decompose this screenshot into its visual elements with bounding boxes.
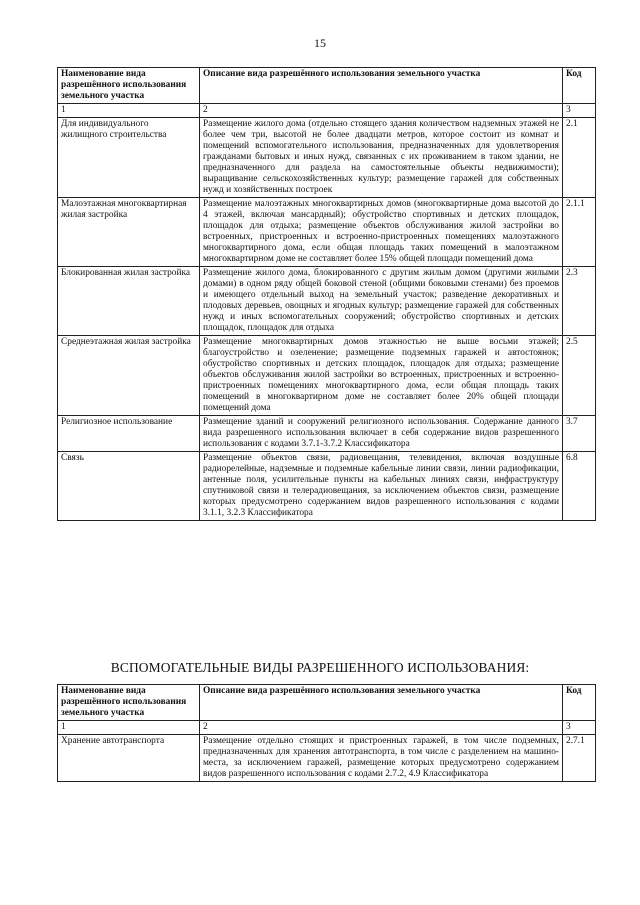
use-code: 2.1 xyxy=(563,118,596,198)
use-code: 2.1.1 xyxy=(563,198,596,267)
column-number-row xyxy=(58,721,596,735)
header-code: Код xyxy=(563,685,596,721)
table-row xyxy=(58,118,596,198)
use-code: 6.8 xyxy=(563,452,596,521)
use-description: Размещение малоэтажных многоквартирных домов (многоквартирные дома высотой до 4 этажей, включая мансардный); обустройство спортивных и детских площадок, площадок для отдыха; размещение объектов обслуживания жилой застройки во встроенных, пристроенных и встроенно-пристроенных помещениях малоэтажного многоквартирного дома, если общая площадь таких помещений в малоэтажном многоквартирном доме не составляет более 15% общей площади помещений дома xyxy=(200,198,563,267)
use-name: Блокированная жилая застройка xyxy=(58,267,200,336)
table-header-row xyxy=(58,685,596,721)
use-code: 2.5 xyxy=(563,336,596,416)
header-code: Код xyxy=(563,68,596,104)
column-number: 1 xyxy=(58,721,200,735)
use-name: Малоэтажная многоквартирная жилая застройка xyxy=(58,198,200,267)
use-name: Связь xyxy=(58,452,200,521)
use-description: Размещение жилого дома (отдельно стоящего здания количеством надземных этажей не более чем три, высотой не более двадцати метров, которое состоит из комнат и помещений вспомогательного использования, предназначенных для удовлетворения гражданами бытовых и иных нужд, связанных с их проживанием в таком здании, не предназначенного для раздела на самостоятельные объекты недвижимости); выращивание сельскохозяйственных культур; размещение гаражей для собственных нужд и хозяйственных построек xyxy=(200,118,563,198)
column-number: 3 xyxy=(563,104,596,118)
use-code: 2.7.1 xyxy=(563,735,596,782)
header-description: Описание вида разрешённого использования земельного участка xyxy=(200,685,563,721)
use-description: Размещение отдельно стоящих и пристроенных гаражей, в том числе подземных, предназначенных для хранения автотранспорта, в том числе с разделением на машино-места, за исключением гаражей, размещение которых предусмотрено содержанием видов разрешенного использования с кодами 2.7.2, 4.9 Классификатора xyxy=(200,735,563,782)
table-row xyxy=(58,267,596,336)
table-header-row xyxy=(58,68,596,104)
table-row xyxy=(58,198,596,267)
main-permitted-uses-table xyxy=(57,67,596,521)
use-description: Размещение объектов связи, радиовещания, телевидения, включая воздушные радиорелейные, надземные и подземные кабельные линии связи, линии радиофикации, антенные поля, усилительные пункты на кабельных линиях связи, инфраструктуру спутниковой связи и телерадиовещания, за исключением объектов связи, размещение которых предусмотрено содержанием видов разрешенного использования с кодами 3.1.1, 3.2.3 Классификатора xyxy=(200,452,563,521)
table-row xyxy=(58,452,596,521)
use-code: 2.3 xyxy=(563,267,596,336)
use-name: Среднеэтажная жилая застройка xyxy=(58,336,200,416)
column-number-row xyxy=(58,104,596,118)
page-number: 15 xyxy=(314,36,326,50)
use-description: Размещение жилого дома, блокированного с другим жилым домом (другими жилыми домами) в одном ряду общей боковой стеной (общими боковыми стенами) без проемов и имеющего отдельный выход на земельный участок; разведение декоративных и плодовых деревьев, овощных и ягодных культур; размещение гаражей для собственных нужд и иных вспомогательных сооружений; обустройство спортивных и детских площадок, площадок для отдыха xyxy=(200,267,563,336)
header-name: Наименование вида разрешённого использования земельного участка xyxy=(58,685,200,721)
use-name: Хранение автотранспорта xyxy=(58,735,200,782)
auxiliary-permitted-uses-table xyxy=(57,684,596,782)
table-row xyxy=(58,735,596,782)
use-name: Для индивидуального жилищного строительства xyxy=(58,118,200,198)
table-row xyxy=(58,336,596,416)
header-description: Описание вида разрешённого использования земельного участка xyxy=(200,68,563,104)
column-number: 2 xyxy=(200,104,563,118)
column-number: 1 xyxy=(58,104,200,118)
use-description: Размещение зданий и сооружений религиозного использования. Содержание данного вида разрешенного использования включает в себя содержание видов разрешенного использования с кодами 3.7.1-3.7.2 Классификатора xyxy=(200,416,563,452)
header-name: Наименование вида разрешённого использования земельного участка xyxy=(58,68,200,104)
auxiliary-uses-heading: ВСПОМОГАТЕЛЬНЫЕ ВИДЫ РАЗРЕШЕННОГО ИСПОЛЬЗОВАНИЯ: xyxy=(110,660,530,675)
use-code: 3.7 xyxy=(563,416,596,452)
use-name: Религиозное использование xyxy=(58,416,200,452)
table-row xyxy=(58,416,596,452)
use-description: Размещение многоквартирных домов этажностью не выше восьми этажей; благоустройство и озеленение; размещение подземных гаражей и автостоянок; обустройство спортивных и детских площадок, площадок для отдыха; размещение объектов обслуживания жилой застройки во встроенных, пристроенных и встроенно-пристроенных помещениях многоквартирного дома, если общая площадь таких помещений в многоквартирном доме не составляет более 20% общей площади помещений дома xyxy=(200,336,563,416)
column-number: 2 xyxy=(200,721,563,735)
column-number: 3 xyxy=(563,721,596,735)
